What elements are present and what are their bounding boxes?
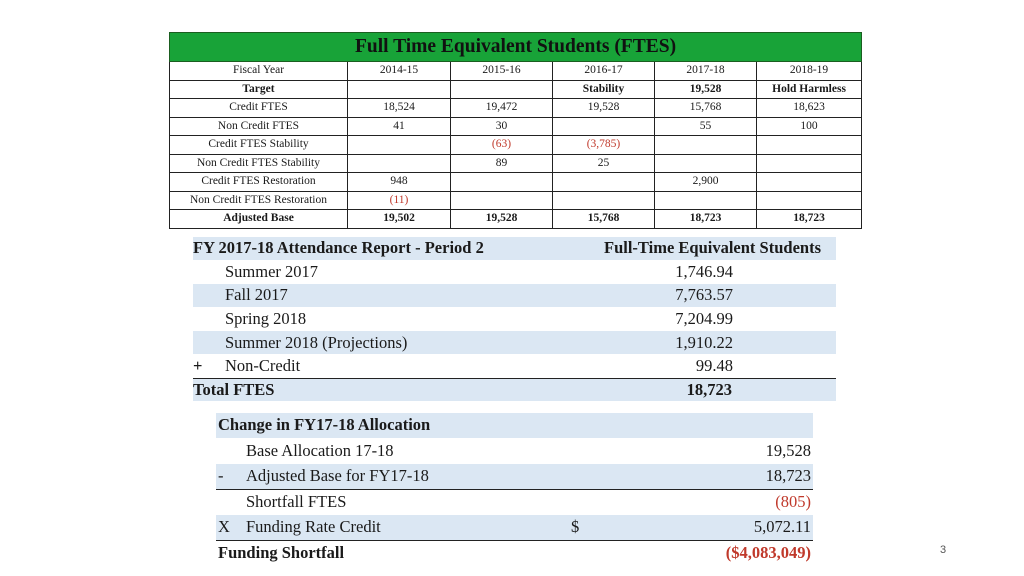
table-cell [451,173,553,192]
table-cell: 15,768 [655,99,757,118]
table-row [216,464,813,490]
spacer [571,540,631,566]
table-cell: 55 [655,117,757,136]
table-row [170,117,862,136]
table-row [170,210,862,229]
table-cell: 41 [348,117,451,136]
row-value: 7,763.57 [536,284,836,308]
row-label: Summer 2018 (Projections) [225,331,536,355]
table-cell: 18,723 [757,210,862,229]
row-label: Target [170,80,348,99]
table-cell: 19,502 [348,210,451,229]
table-cell [655,136,757,155]
table-cell [451,80,553,99]
table-cell [553,191,655,210]
row-label: Credit FTES Stability [170,136,348,155]
row-prefix: X [216,515,246,541]
table-row [170,154,862,173]
row-value: 7,204.99 [675,309,733,329]
table-row [193,307,836,331]
row-label: Adjusted Base [170,210,348,229]
attendance-total-row [193,378,836,402]
table-cell [348,136,451,155]
table-cell: Hold Harmless [757,80,862,99]
table-row [170,62,862,81]
table-cell: 25 [553,154,655,173]
row-label: Fiscal Year [170,62,348,81]
table-row [193,331,836,355]
row-value: 1,746.94 [675,261,733,281]
spacer [571,489,631,515]
table-cell: 2018-19 [757,62,862,81]
table-cell: 2015-16 [451,62,553,81]
row-prefix [193,260,225,284]
page-number: 3 [940,544,947,556]
table-cell: 2014-15 [348,62,451,81]
attendance-header-row [193,237,836,260]
row-prefix [193,284,225,308]
table-row [193,354,836,378]
row-label: Shortfall FTES [246,489,571,515]
table-cell [655,191,757,210]
currency-symbol: $ [571,515,631,541]
row-label: Adjusted Base for FY17-18 [246,464,571,490]
allocation-total-row [216,540,813,566]
table-cell: 100 [757,117,862,136]
table-row [193,260,836,284]
row-value: 19,528 [765,440,812,460]
table-cell [553,117,655,136]
table-cell: (63) [451,136,553,155]
table-cell: 948 [348,173,451,192]
table-cell [553,173,655,192]
row-prefix [216,438,246,464]
table-cell: 19,472 [451,99,553,118]
row-label: Spring 2018 [225,309,307,329]
row-prefix [216,489,246,515]
table-row [216,438,813,464]
row-label: Non Credit FTES Restoration [170,191,348,210]
row-label: Summer 2017 [225,261,319,281]
table-cell: 2,900 [655,173,757,192]
table-cell: (11) [348,191,451,210]
row-label: Non-Credit [225,356,301,376]
table-cell: 19,528 [655,80,757,99]
row-label: Non Credit FTES [170,117,348,136]
total-label: Funding Shortfall [216,540,571,566]
table-cell: 30 [451,117,553,136]
table-row [170,136,862,155]
table-cell: 15,768 [553,210,655,229]
table-cell [451,191,553,210]
table-cell: 18,623 [757,99,862,118]
table-cell [757,191,862,210]
row-label: Base Allocation 17-18 [246,440,394,460]
table-cell [757,154,862,173]
table-cell [348,80,451,99]
row-label: Funding Rate Credit [246,515,571,541]
table-cell: 89 [451,154,553,173]
table-cell: 2016-17 [553,62,655,81]
table-cell: 19,528 [553,99,655,118]
table-row [170,99,862,118]
table-cell [757,136,862,155]
row-prefix: + [193,356,203,376]
row-value: 18,723 [631,464,813,490]
table-cell [655,154,757,173]
table-cell [348,154,451,173]
table-cell: (3,785) [553,136,655,155]
table-cell: 18,524 [348,99,451,118]
attendance-table [193,237,836,402]
row-label: Credit FTES Restoration [170,173,348,192]
ftes-title: Full Time Equivalent Students (FTES) [170,33,862,62]
attendance-header-value: Full-Time Equivalent Students [536,237,836,260]
table-row [170,80,862,99]
row-value: 99.48 [695,356,733,376]
table-cell: Stability [553,80,655,99]
total-value: 18,723 [536,378,836,402]
spacer [571,438,631,464]
table-cell [757,173,862,192]
allocation-header: Change in FY17-18 Allocation [216,413,813,438]
ftes-table [169,32,862,229]
table-row [193,284,836,308]
table-cell: 18,723 [655,210,757,229]
table-row [170,191,862,210]
row-label: Fall 2017 [225,284,536,308]
row-prefix [193,331,225,355]
row-value: 1,910.22 [536,331,836,355]
allocation-header-row [216,413,813,438]
total-label: Total FTES [193,378,536,402]
row-label: Credit FTES [170,99,348,118]
row-label: Non Credit FTES Stability [170,154,348,173]
table-cell: 19,528 [451,210,553,229]
row-value: (805) [631,489,813,515]
table-row [216,515,813,541]
attendance-header-label: FY 2017-18 Attendance Report - Period 2 [193,237,536,260]
row-prefix: - [216,464,246,490]
spacer [571,464,631,490]
table-row [216,489,813,515]
row-prefix [193,307,225,331]
row-value: 5,072.11 [631,515,813,541]
table-row [170,173,862,192]
total-value: ($4,083,049) [631,540,813,566]
allocation-table [216,413,813,566]
ftes-title-row [170,33,862,62]
table-cell: 2017-18 [655,62,757,81]
